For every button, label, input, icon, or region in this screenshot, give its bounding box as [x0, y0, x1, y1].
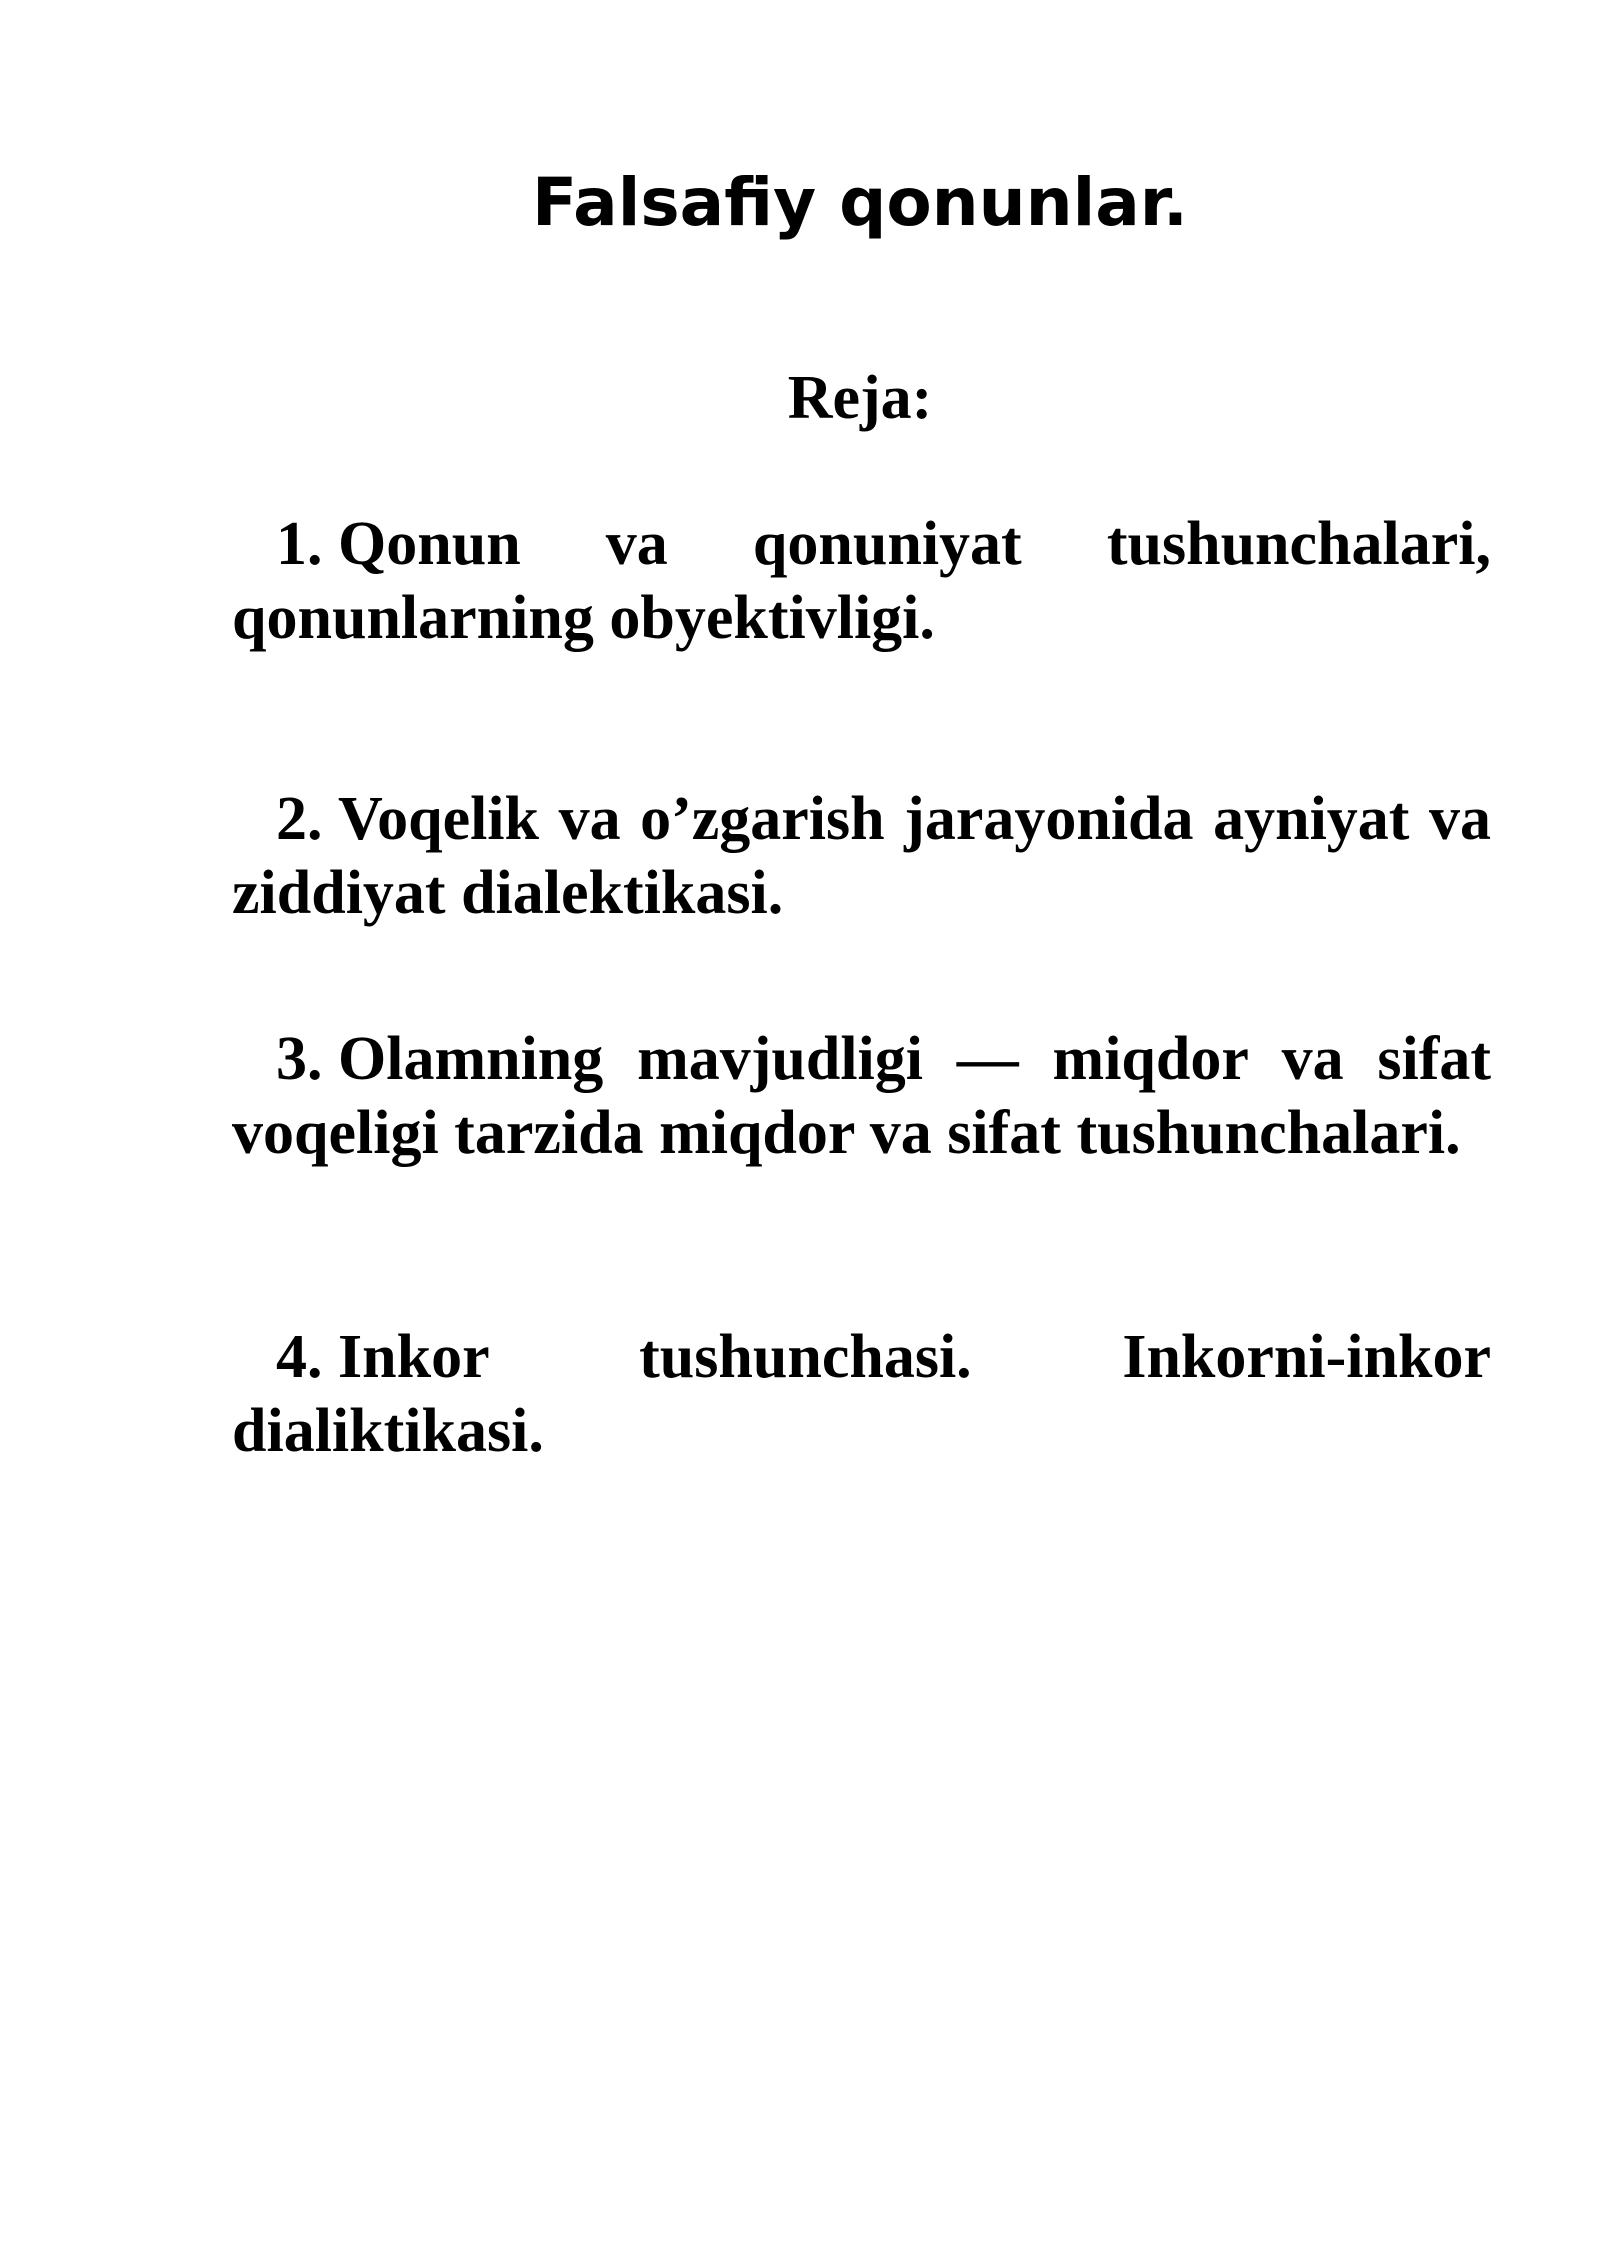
plan-item-4: [232, 1320, 1491, 1468]
plan-heading: Reja:: [787, 364, 933, 432]
plan-item-number: 3.: [276, 1025, 323, 1093]
plan-item-text: Inkor tushunchasi. Inkorni-inkor dialiktikasi.: [232, 1323, 1491, 1465]
plan-item-3: [232, 1022, 1491, 1170]
plan-item-text: Voqelik va o’zgarish jarayonida ayniyat va ziddiyat dialektikasi.: [232, 785, 1491, 927]
plan-item-number: 2.: [276, 785, 323, 853]
page-title: Falsafiy qonunlar.: [531, 164, 1189, 241]
plan-item-number: 1.: [276, 510, 323, 578]
plan-item-text: Olamning mavjudligi — miqdor va sifat voqeligi tarzida miqdor va sifat tushunchalari.: [232, 1025, 1491, 1167]
plan-item-1: [232, 507, 1491, 655]
plan-item-2: [232, 782, 1491, 930]
plan-item-number: 4.: [276, 1323, 323, 1391]
plan-item-text: Qonun va qonuniyat tushunchalari, qonunlarning obyektivligi.: [232, 510, 1491, 652]
